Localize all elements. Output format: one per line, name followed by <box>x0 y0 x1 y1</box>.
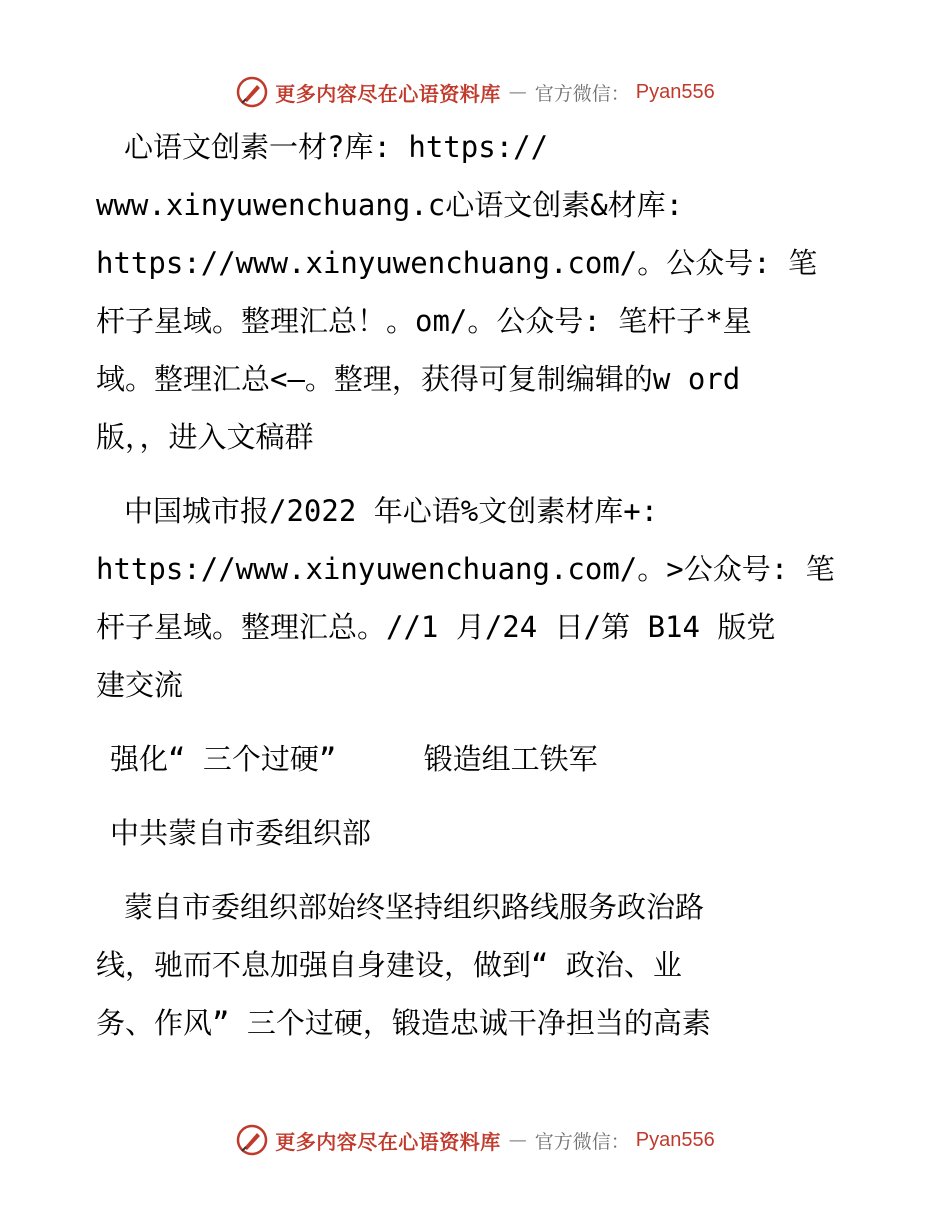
footer-banner <box>0 1120 950 1160</box>
text-line: 杆子星域。整理汇总！。om/。公众号: 笔杆子*星 <box>96 304 752 338</box>
banner-site-name: 更多内容尽在心语资料库 <box>275 81 501 106</box>
banner-dash: — <box>508 1129 527 1151</box>
text-line: 版，，进入文稿群 <box>96 420 314 454</box>
intro-paragraph <box>96 118 876 466</box>
header-banner <box>0 72 950 112</box>
banner-wechat-id: Pyan556 <box>635 1128 715 1151</box>
quill-logo-icon <box>235 1123 269 1157</box>
text-line: 线，驰而不息加强自身建设，做到“ 政治、业 <box>96 948 682 982</box>
text-line: https://www.xinyuwenchuang.com/。>公众号: 笔 <box>96 552 835 586</box>
text-line: www.xinyuwenchuang.c心语文创素&材库: <box>96 188 684 222</box>
document-content <box>96 118 876 1068</box>
banner-official-label: 官方微信： <box>534 82 630 105</box>
text-line: https://www.xinyuwenchuang.com/。公众号: 笔 <box>96 246 818 280</box>
text-line: 建交流 <box>96 668 184 702</box>
quill-logo-icon <box>235 75 269 109</box>
text-line: 中国城市报/2022 年心语%文创素材库+: <box>124 494 659 528</box>
source-paragraph <box>96 482 876 714</box>
banner-dash: — <box>508 81 527 103</box>
text-line: 心语文创素一材?库: https:// <box>124 130 549 164</box>
banner-inner <box>235 1123 714 1157</box>
article-headline: 强化“ 三个过硬” 锻造组工铁军 <box>110 742 598 776</box>
banner-inner <box>235 75 714 109</box>
banner-wechat-id: Pyan556 <box>635 80 715 103</box>
text-line: 域。整理汇总<—。整理，获得可复制编辑的w ord <box>96 362 741 396</box>
text-line: 蒙自市委组织部始终坚持组织路线服务政治路 <box>124 890 705 924</box>
article-author: 中共蒙自市委组织部 <box>110 816 372 850</box>
text-line: 务、作风” 三个过硬，锻造忠诚干净担当的高素 <box>96 1006 711 1040</box>
text-line: 杆子星域。整理汇总。//1 月/24 日/第 B14 版党 <box>96 610 776 644</box>
banner-official-label: 官方微信： <box>534 1130 630 1153</box>
banner-site-name: 更多内容尽在心语资料库 <box>275 1129 501 1154</box>
body-paragraph <box>96 878 876 1052</box>
